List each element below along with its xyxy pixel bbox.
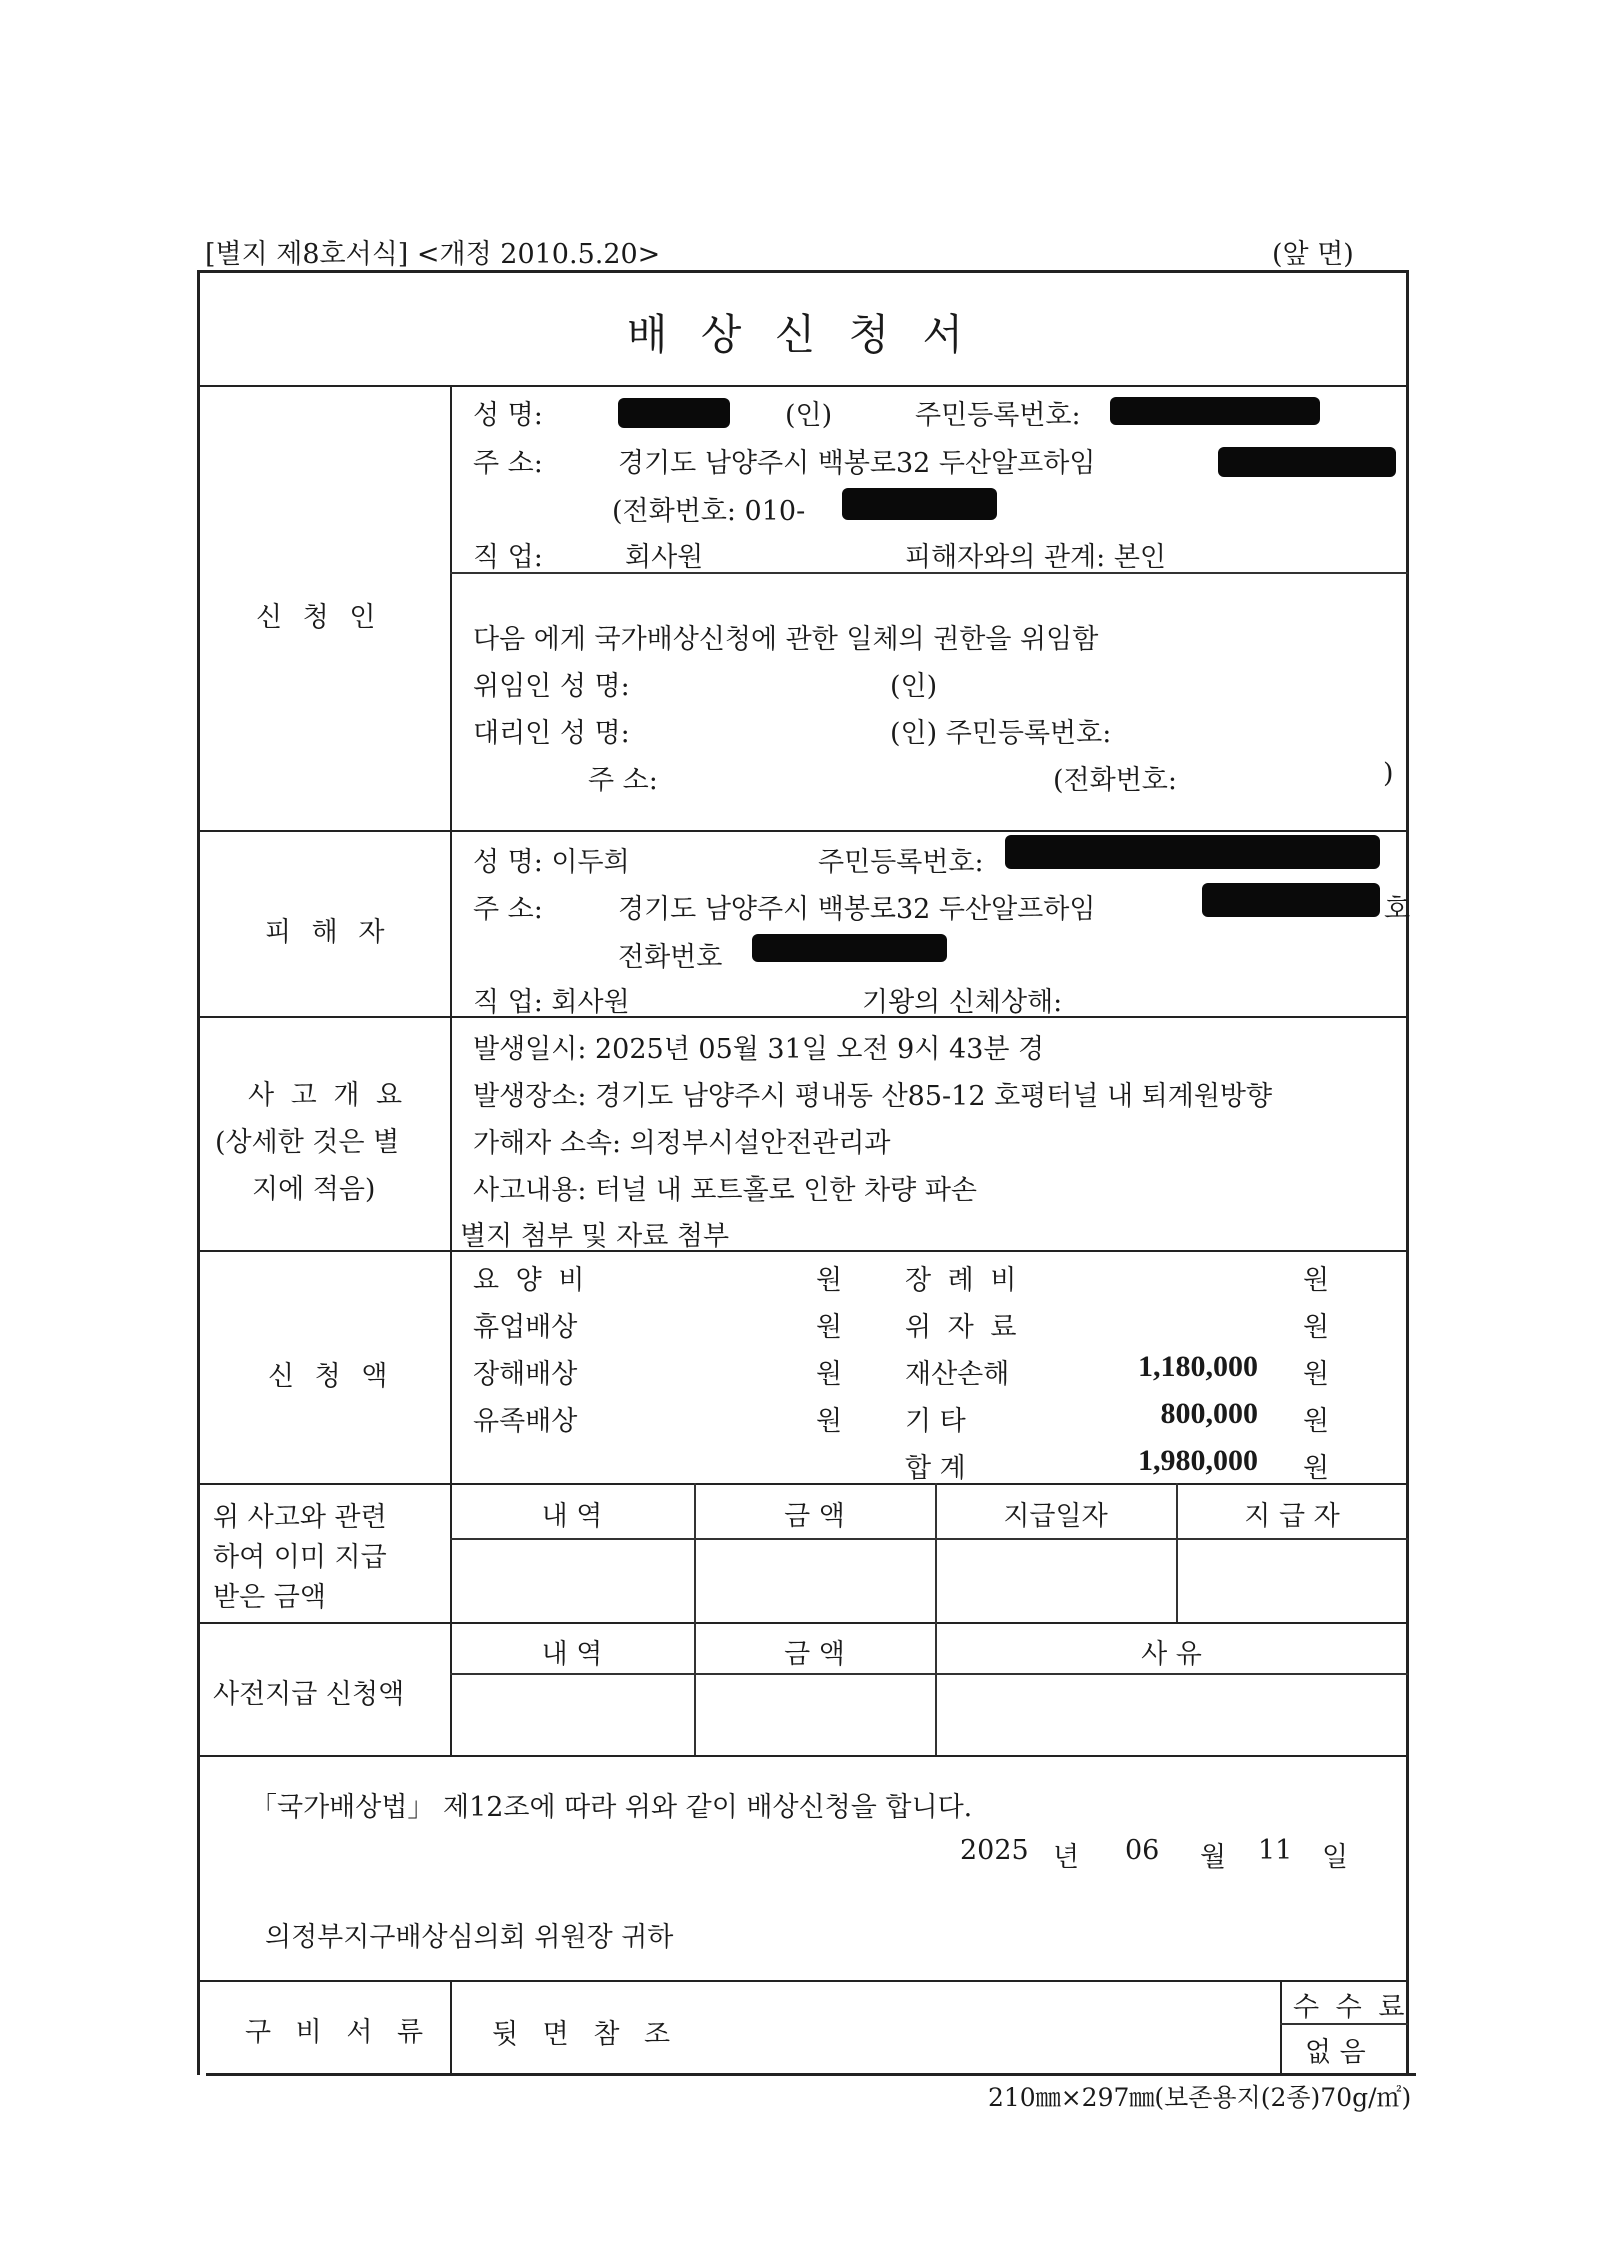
agent-name-label: 대리인 성 명: (473, 718, 630, 749)
won-unit: 원 (1303, 1265, 1330, 1296)
advance-header: 내 역 (541, 1639, 603, 1670)
agent-phone-label: (전화번호: (1053, 765, 1177, 796)
declaration-month-unit: 월 (1200, 1842, 1227, 1873)
accident-label: 사 고 개 요 (248, 1080, 407, 1111)
addressee: 의정부지구배상심의회 위원장 귀하 (265, 1922, 674, 1953)
required-docs-value: 뒷 면 참 조 (492, 2019, 679, 2050)
won-unit: 원 (816, 1359, 843, 1390)
accident-content: 사고내용: 터널 내 포트홀로 인한 차량 파손 (473, 1175, 977, 1206)
declaration-day-unit: 일 (1322, 1842, 1349, 1873)
won-unit: 원 (816, 1406, 843, 1437)
redacted-phone (842, 488, 997, 520)
victim-rrn-label: 주민등록번호: (818, 847, 984, 878)
declaration-day: 11 (1258, 1835, 1293, 1866)
victim-name: 성 명: 이두희 (473, 847, 630, 878)
fee-label: 수 수 료 (1293, 1992, 1409, 2023)
applicant-phone: (전화번호: 010- (612, 496, 806, 527)
redacted-victim-address (1202, 883, 1380, 917)
redacted-address (1218, 447, 1396, 477)
redacted-victim-rrn (1005, 835, 1380, 869)
delegation-statement: 다음 에게 국가배상신청에 관한 일체의 권한을 위임함 (473, 624, 1099, 655)
accident-date: 발생일시: 2025년 05월 31일 오전 9시 43분 경 (473, 1034, 1045, 1065)
claim-item-right: 기 타 (905, 1406, 966, 1437)
advance-label: 사전지급 신청액 (213, 1679, 405, 1710)
accident-attachment: 별지 첨부 및 자료 첨부 (460, 1221, 730, 1252)
won-unit: 원 (1303, 1359, 1330, 1390)
redacted-name (618, 398, 730, 428)
redacted-rrn (1110, 397, 1320, 425)
victim-address-end: 호 (1384, 894, 1411, 925)
won-unit: 원 (1303, 1406, 1330, 1437)
applicant-job: 회사원 (625, 542, 704, 573)
prior-paid-label-3: 받은 금액 (213, 1582, 326, 1613)
applicant-label: 신 청 인 (256, 602, 382, 633)
prior-paid-header: 지급일자 (1003, 1501, 1108, 1532)
declaration-year: 2025 (960, 1835, 1029, 1866)
claim-total-label: 합 계 (905, 1453, 966, 1484)
required-docs-label: 구 비 서 류 (245, 2017, 432, 2048)
claim-item-left: 장해배상 (473, 1359, 578, 1390)
redacted-victim-phone (752, 934, 947, 962)
agent-address-label: 주 소: (588, 765, 658, 796)
declaration-month: 06 (1125, 1835, 1160, 1866)
claim-total-amount: 1,980,000 (1138, 1444, 1258, 1477)
agent-seal-rrn: (인) 주민등록번호: (890, 718, 1112, 749)
advance-header: 사 유 (1141, 1639, 1202, 1670)
prior-paid-header: 내 역 (541, 1501, 603, 1532)
victim-phone-label: 전화번호 (618, 942, 723, 973)
victim-address-label: 주 소: (473, 894, 543, 925)
victim-label: 피 해 자 (265, 917, 391, 948)
agent-phone-end: ) (1383, 758, 1394, 789)
delegator-seal: (인) (890, 671, 938, 702)
prior-paid-label-2: 하여 이미 지급 (213, 1542, 387, 1573)
applicant-relation: 피해자와의 관계: 본인 (905, 542, 1166, 573)
won-unit: 원 (816, 1265, 843, 1296)
claim-item-left: 유족배상 (473, 1406, 578, 1437)
claim-item-right: 장 례 비 (905, 1265, 1021, 1296)
claim-item-right: 위 자 료 (905, 1312, 1021, 1343)
applicant-rrn-label: 주민등록번호: (915, 400, 1081, 431)
declaration-text: 「국가배상법」 제12조에 따라 위와 같이 배상신청을 합니다. (250, 1792, 973, 1823)
applicant-name-label: 성 명: (473, 400, 543, 431)
prior-paid-label: 위 사고와 관련 (213, 1502, 387, 1533)
advance-header: 금 액 (784, 1639, 845, 1670)
victim-job: 직 업: 회사원 (473, 987, 630, 1018)
declaration-year-unit: 년 (1053, 1842, 1080, 1873)
prior-paid-header: 금 액 (784, 1501, 845, 1532)
fee-value: 없 음 (1305, 2037, 1366, 2068)
applicant-address-label: 주 소: (473, 448, 543, 479)
claim-amount: 800,000 (1160, 1397, 1258, 1430)
accident-place: 발생장소: 경기도 남양주시 평내동 산85-12 호평터널 내 퇴계원방향 (473, 1081, 1273, 1112)
accident-offender: 가해자 소속: 의정부시설안전관리과 (473, 1128, 891, 1159)
claim-item-left: 휴업배상 (473, 1312, 578, 1343)
delegator-name-label: 위임인 성 명: (473, 671, 630, 702)
won-unit: 원 (1303, 1312, 1330, 1343)
applicant-address: 경기도 남양주시 백봉로32 두산알프하임 (618, 448, 1096, 479)
claim-item-left: 요 양 비 (473, 1265, 589, 1296)
form-title: 배 상 신 청 서 (626, 310, 974, 359)
page-side: (앞 면) (1272, 239, 1354, 270)
applicant-seal: (인) (785, 400, 833, 431)
prior-paid-header: 지 급 자 (1244, 1501, 1340, 1532)
claim-amount: 1,180,000 (1138, 1350, 1258, 1383)
victim-prior-injury: 기왕의 신체상해: (862, 987, 1063, 1018)
won-unit: 원 (816, 1312, 843, 1343)
accident-label-note-2: 지에 적음) (252, 1174, 376, 1205)
accident-label-note: (상세한 것은 별 (215, 1127, 400, 1158)
form-id: [별지 제8호서식] <개정 2010.5.20> (205, 239, 661, 270)
won-unit: 원 (1303, 1453, 1330, 1484)
claim-label: 신 청 액 (268, 1361, 394, 1392)
applicant-job-label: 직 업: (473, 542, 543, 573)
claim-item-right: 재산손해 (905, 1359, 1010, 1390)
victim-address: 경기도 남양주시 백봉로32 두산알프하임 (618, 894, 1096, 925)
paper-spec: 210㎜×297㎜(보존용지(2종)70g/㎡) (988, 2083, 1412, 2112)
